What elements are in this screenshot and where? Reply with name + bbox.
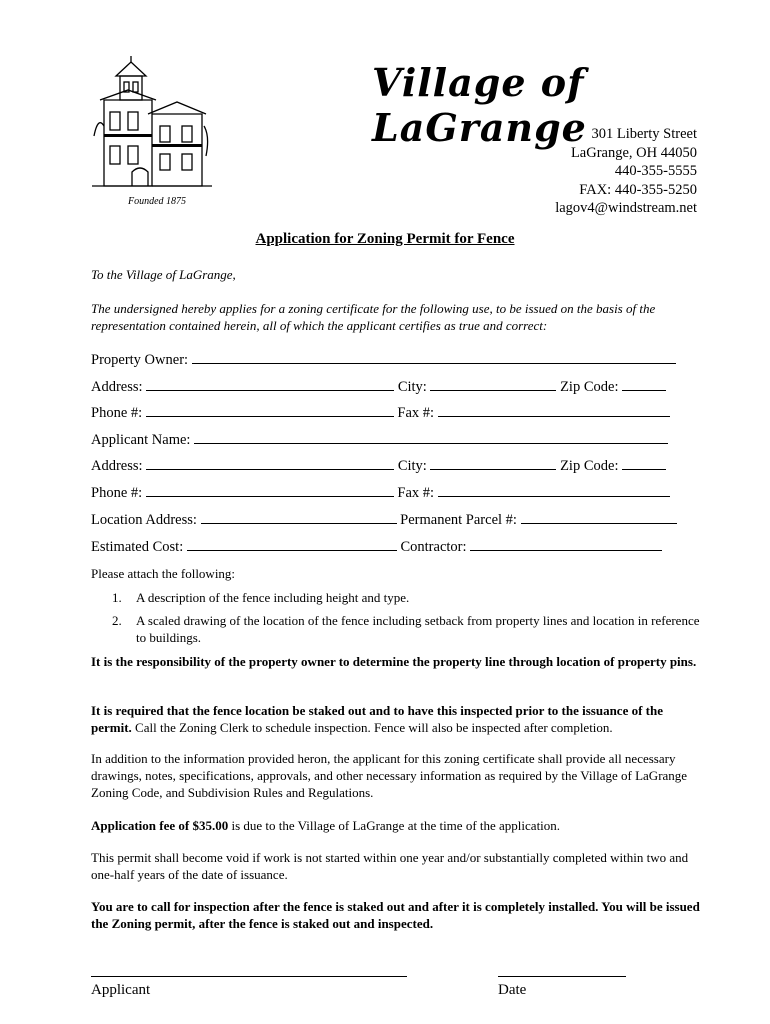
row-owner-address [91, 378, 666, 396]
parcel-field[interactable] [521, 511, 677, 524]
owner-fax-field[interactable] [438, 404, 670, 417]
address-email: lagov4@windstream.net [555, 200, 697, 216]
attach-heading: Please attach the following: [91, 566, 236, 581]
staked-paragraph [91, 702, 701, 736]
applicant-label: Applicant [91, 982, 151, 998]
row-applicant-phone [91, 484, 670, 502]
label-phone: Phone #: [91, 485, 143, 501]
staked-bold-text: It is required that the fence location be staked out and to have this inspected prior to the issuance of the permit. [91, 703, 663, 735]
owner-zip-field[interactable] [622, 378, 666, 391]
date-label: Date [498, 982, 527, 998]
addition-paragraph: In addition to the information provided heron, the applicant for this zoning certificate shall provide all necessary drawings, notes, specifications, approvals, and other necessary information as required by the Village of LaGrange Zoning Code, and Subdivision Rules and Regulations. [91, 751, 688, 800]
intro-paragraph: The undersigned hereby applies for a zoning certificate for the following use, to be issued on the basis of the representation contained herein, all of which the applicant certifies as true and correct: [91, 301, 656, 333]
form-title: Application for Zoning Permit for Fence [255, 231, 515, 247]
row-property-owner [91, 351, 676, 369]
label-fax: Fax #: [397, 485, 435, 501]
label-phone: Phone #: [91, 405, 143, 421]
address-street: 301 Liberty Street [591, 126, 697, 142]
label-contractor: Contractor: [400, 539, 467, 555]
applicant-zip-field[interactable] [622, 457, 666, 470]
location-address-field[interactable] [201, 511, 397, 524]
contractor-field[interactable] [470, 538, 662, 551]
founded-text: Founded 1875 [128, 196, 187, 207]
label-applicant-name: Applicant Name: [91, 432, 191, 448]
applicant-fax-field[interactable] [438, 484, 670, 497]
salutation: To the Village of LaGrange, [91, 267, 236, 282]
village-hall-logo [92, 56, 212, 196]
responsibility-paragraph: It is the responsibility of the property owner to determine the property line through location of property pins. [91, 654, 697, 669]
row-applicant-name [91, 431, 668, 449]
attach-item-number: 1. [112, 590, 122, 605]
label-estimated-cost: Estimated Cost: [91, 539, 184, 555]
village-title: Village of LaGrange [372, 60, 587, 150]
fee-paragraph [91, 817, 701, 834]
address-phone: 440-355-5555 [614, 163, 697, 179]
owner-city-field[interactable] [430, 378, 556, 391]
fee-rest-text: is due to the Village of LaGrange at the time of the application. [228, 818, 561, 833]
owner-address-field[interactable] [146, 378, 394, 391]
label-address: Address: [91, 379, 143, 395]
label-parcel: Permanent Parcel #: [400, 512, 517, 528]
applicant-signature-line[interactable] [91, 976, 407, 977]
owner-phone-field[interactable] [146, 404, 394, 417]
date-signature-line[interactable] [498, 976, 626, 977]
property-owner-field[interactable] [192, 351, 676, 364]
staked-rest-text: Call the Zoning Clerk to schedule inspection. Fence will also be inspected after completion. [131, 720, 613, 735]
address-fax: FAX: 440-355-5250 [579, 181, 697, 198]
applicant-name-field[interactable] [194, 431, 668, 444]
label-property-owner: Property Owner: [91, 352, 189, 368]
attach-item-number: 2. [112, 613, 122, 628]
label-address: Address: [91, 458, 143, 474]
applicant-phone-field[interactable] [146, 484, 394, 497]
attach-item-text: A description of the fence including height and type. [136, 590, 410, 605]
void-paragraph: This permit shall become void if work is not started within one year and/or substantially completed within two and one-half years of the date of issuance. [91, 850, 689, 882]
label-zip: Zip Code: [560, 458, 619, 474]
applicant-address-field[interactable] [146, 457, 394, 470]
contact-address [555, 125, 697, 218]
fee-bold-text: Application fee of $35.00 [91, 818, 229, 833]
label-city: City: [397, 458, 427, 474]
address-city: LaGrange, OH 44050 [570, 144, 697, 161]
label-location-address: Location Address: [91, 512, 197, 528]
applicant-city-field[interactable] [430, 457, 556, 470]
attach-item-1 [112, 589, 702, 606]
row-applicant-address [91, 457, 666, 475]
attach-item-text: A scaled drawing of the location of the fence including setback from property lines and location in reference to buildings. [136, 613, 700, 645]
label-city: City: [397, 379, 427, 395]
estimated-cost-field[interactable] [187, 538, 397, 551]
row-owner-phone [91, 404, 670, 422]
call-paragraph: You are to call for inspection after the fence is staked out and after it is completely installed. You will be issued the Zoning permit, after the fence is staked out and inspected. [91, 899, 700, 931]
label-fax: Fax #: [397, 405, 435, 421]
row-cost [91, 538, 662, 556]
label-zip: Zip Code: [560, 379, 619, 395]
row-location [91, 511, 677, 529]
attach-item-2 [112, 612, 702, 646]
